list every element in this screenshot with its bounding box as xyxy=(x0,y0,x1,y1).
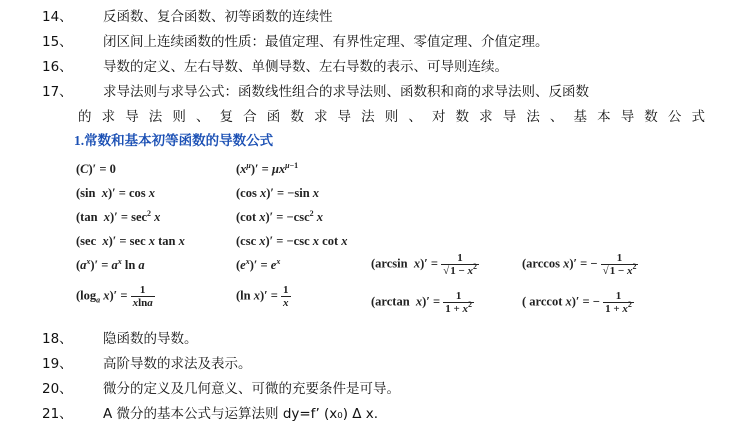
formula-arccot: ( arccot x)′ = − $\frac{1}{1 + x^2}$ xyxy=(522,290,632,315)
formula-constant: (C)′ = 0 xyxy=(76,162,116,176)
formula-arccos: (arccos x)′ = − $\frac{1}{√1 - x^2}$ xyxy=(522,252,637,277)
formula-log: ($\log_a$ x)′ = $\frac{1}{xlna}$ xyxy=(76,284,153,309)
item-number: 18、 xyxy=(42,331,73,347)
formula-cot: (cot $x)' = -\csc^2$ x xyxy=(236,209,324,224)
fraction: $\frac{1}{x}$ xyxy=(283,284,289,309)
item-text: A 微分的基本公式与运算法则 dy=f’ (x₀) Δ x. xyxy=(103,406,379,422)
item-text: 闭区间上连续函数的性质：最值定理、有界性定理、零值定理、介值定理。 xyxy=(103,34,549,50)
item-text: 反函数、复合函数、初等函数的连续性 xyxy=(103,9,333,25)
formula-tan: (tan $x)' = \sec^2 x$ xyxy=(76,209,161,224)
item-text: 求导法则与求导公式：函数线性组合的求导法则、函数积和商的求导法则、反函数 xyxy=(103,84,589,100)
fraction: $\frac{1}{1 + x^2}$ xyxy=(445,290,472,315)
formula-arctan: (arctan x)′ = $\frac{1}{1 + x^2}$ xyxy=(371,290,472,315)
item-17-continuation: 的求导法则、复合函数求导法则、对数求导法、基本导数公式 xyxy=(78,109,706,125)
fraction: $\frac{1}{xlna}$ xyxy=(132,284,153,309)
formula-power: $(x^\mu)' = \mu x^{\mu-1}$ xyxy=(236,161,299,176)
formula-heading: 1.常数和基本初等函数的导数公式 xyxy=(74,133,274,148)
item-number: 16、 xyxy=(42,59,73,75)
formula-sin: (sin x)′ = cos x xyxy=(76,186,156,200)
item-number: 15、 xyxy=(42,34,73,50)
item-text: 导数的定义、左右导数、单侧导数、左右导数的表示、可导则连续。 xyxy=(103,59,508,75)
fraction: $\frac{1}{√1 - x^2}$ xyxy=(443,252,477,277)
formula-csc: (csc x)′ = −csc x cot x xyxy=(236,234,348,248)
item-text: 高阶导数的求法及表示。 xyxy=(103,356,252,372)
formula-arcsin: (arcsin x)′ = $\frac{1}{√1 - x^2}$ xyxy=(371,252,477,277)
formula-natural-exp: $(e^x)' = e^x$ xyxy=(236,257,281,272)
item-text: 微分的定义及几何意义、可微的充要条件是可导。 xyxy=(103,381,400,397)
item-number: 21、 xyxy=(42,406,73,422)
fraction: $\frac{1}{1 + x^2}$ xyxy=(605,290,632,315)
item-number: 17、 xyxy=(42,84,73,100)
formula-exponential: $(a^x)' = a^x$ ln a xyxy=(76,257,145,272)
formula-cos: (cos x)′ = −sin x xyxy=(236,186,320,200)
fraction: $\frac{1}{√1 - x^2}$ xyxy=(602,252,637,277)
item-number: 14、 xyxy=(42,9,73,25)
formula-ln: (ln x)′ = $\frac{1}{x}$ xyxy=(236,284,289,309)
formula-sec: (sec x)′ = sec x tan x xyxy=(76,234,185,248)
item-number: 20、 xyxy=(42,381,73,397)
item-number: 19、 xyxy=(42,356,73,372)
item-text: 隐函数的导数。 xyxy=(103,331,198,347)
